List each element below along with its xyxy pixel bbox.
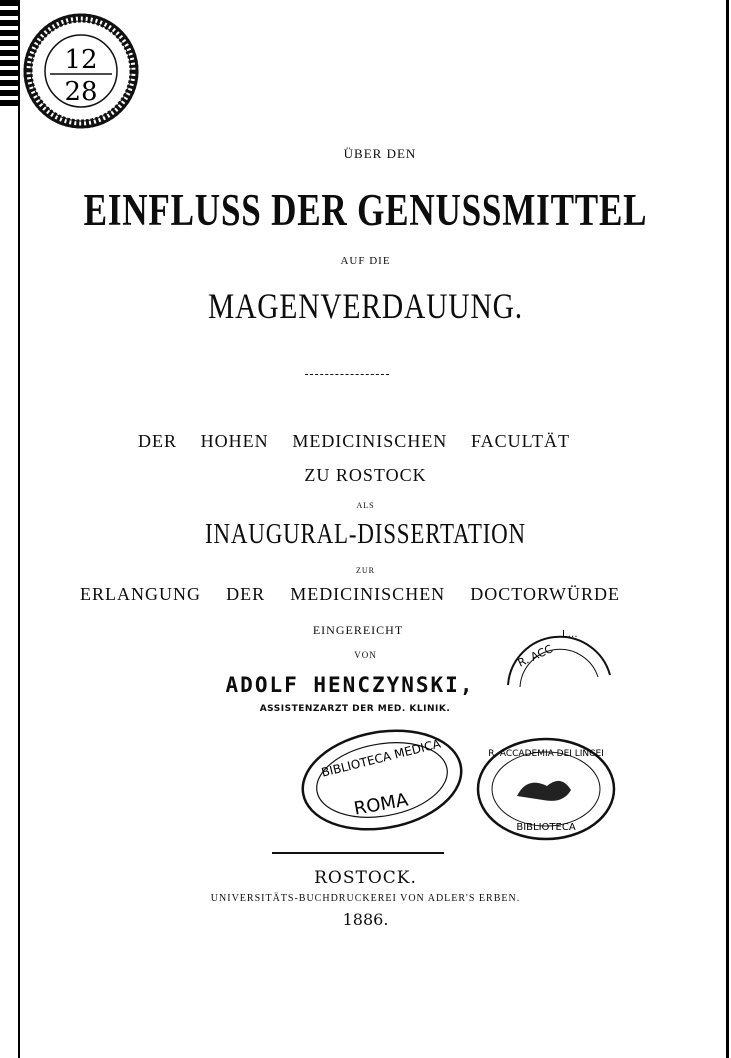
- purpose-word-3: MEDICINISCHEN: [290, 584, 446, 604]
- biblioteca-medica-stamp: [298, 726, 466, 834]
- oval-stamp-city: ROMA: [352, 789, 410, 820]
- purpose-word-2: DER: [226, 584, 266, 604]
- round-stamp-bottom: BIBLIOTECA: [516, 822, 576, 833]
- subtitle: MAGENVERDAUUNG.: [208, 286, 523, 326]
- als-text: ALS: [356, 501, 375, 510]
- purpose-word-4: DOCTORWÜRDE: [470, 584, 620, 604]
- dissertation-title: INAUGURAL-DISSERTATION: [205, 519, 526, 550]
- dedication-line: [138, 432, 570, 450]
- dedication-word-2: HOHEN: [200, 431, 269, 451]
- von-text: VON: [354, 650, 377, 660]
- oval-stamp-text: BIBLIOTECA MEDICA: [320, 736, 443, 780]
- round-stamp-text: R. ACCADEMIA DEI LINCEI: [488, 749, 604, 759]
- microfilm-edge: [0, 0, 18, 110]
- author-name: ADOLF HENCZYNSKI,: [225, 673, 475, 697]
- accademia-stamp-upper: [500, 615, 618, 705]
- dedication-word-3: MEDICINISCHEN: [292, 431, 448, 451]
- svg-text:R. ACC: R. ACC: [515, 642, 555, 670]
- separator-rule: [305, 374, 389, 376]
- shelfmark-stamp: [22, 12, 140, 130]
- zur-text: ZUR: [356, 566, 375, 575]
- imprint-rule: [272, 852, 444, 854]
- accademia-lincei-stamp: [475, 736, 617, 842]
- author-role: ASSISTENZARZT DER MED. KLINIK.: [259, 704, 451, 714]
- imprint-year: 1886.: [342, 910, 389, 929]
- main-title: EINFLUSS DER GENUSSMITTEL: [83, 185, 648, 235]
- imprint-city: ROSTOCK.: [314, 868, 417, 888]
- purpose-word-1: ERLANGUNG: [80, 584, 201, 604]
- connector-text: AUF DIE: [340, 255, 391, 267]
- dedication-word-1: DER: [138, 431, 177, 451]
- purpose-line: [80, 585, 620, 603]
- shelfmark-top: 12: [64, 45, 98, 75]
- svg-text:L…: L…: [562, 629, 578, 640]
- dedication-word-4: FACULTÄT: [470, 431, 570, 451]
- pre-title: ÜBER DEN: [343, 146, 417, 161]
- imprint-printer: UNIVERSITÄTS-BUCHDRUCKEREI VON ADLER'S ERBEN.: [210, 893, 521, 904]
- shelfmark-bottom: 28: [64, 77, 98, 107]
- university-line: ZU ROSTOCK: [304, 465, 427, 485]
- eingereicht-text: EINGEREICHT: [312, 623, 404, 637]
